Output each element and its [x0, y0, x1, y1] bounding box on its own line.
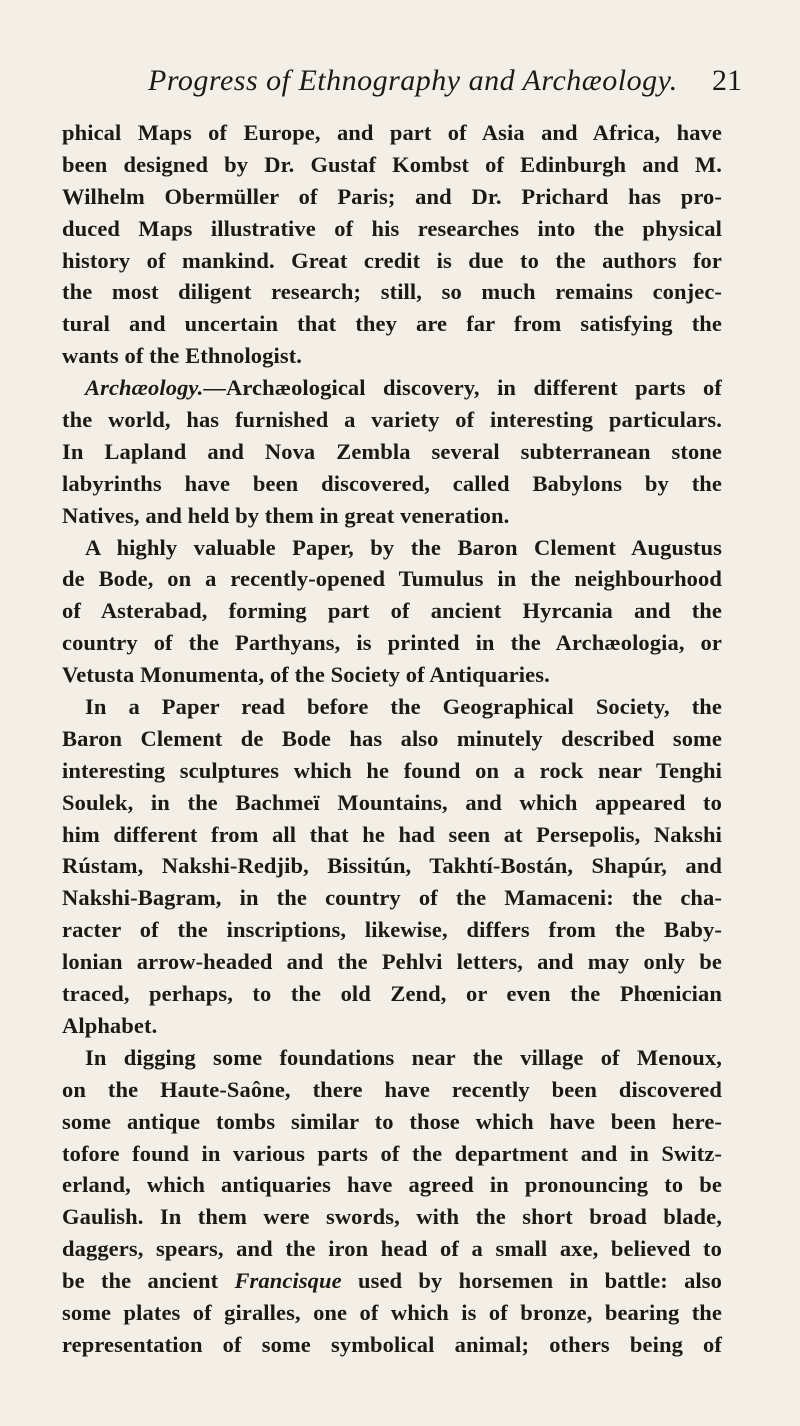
text-line: Baron Clement de Bode has also minutely described some: [62, 725, 722, 751]
text-line: In Lapland and Nova Zembla several subterranean stone: [62, 438, 722, 464]
text-line: Nakshi-Bagram, in the country of the Mamaceni: the cha-: [62, 885, 722, 911]
section-heading: Archæology.: [85, 375, 204, 401]
text-line: daggers, spears, and the iron head of a small axe, believed to: [62, 1236, 722, 1262]
text-line: of Asterabad, forming part of ancient Hyrcania and the: [62, 598, 722, 624]
text-line: history of mankind. Great credit is due to the authors for: [62, 247, 722, 273]
text-line: tural and uncertain that they are far from satisfying the: [62, 311, 722, 337]
text-line: interesting sculptures which he found on a rock near Tenghi: [62, 757, 722, 783]
section-heading-line: Archæology.—Archæological discovery, in different parts of: [85, 375, 722, 401]
text-line: phical Maps of Europe, and part of Asia and Africa, have: [62, 120, 722, 145]
text-line: some antique tombs similar to those which have been here-: [62, 1108, 722, 1134]
text-line: Gaulish. In them were swords, with the short broad blade,: [62, 1204, 722, 1230]
italic-term: Francisque: [234, 1268, 342, 1294]
text-line: representation of some symbolical animal; others being of: [62, 1331, 722, 1357]
body-text: [62, 117, 722, 1361]
page-number: 21: [712, 64, 742, 97]
text-line: labyrinths have been discovered, called Babylons by the: [62, 470, 722, 496]
text-line: country of the Parthyans, is printed in the Archæologia, or: [62, 630, 722, 656]
running-header: [148, 64, 742, 104]
text-line: racter of the inscriptions, likewise, differs from the Baby-: [62, 917, 722, 943]
text-line: tofore found in various parts of the department and in Switz-: [62, 1140, 722, 1166]
text-line: In digging some foundations near the village of Menoux,: [85, 1044, 722, 1070]
text-line: duced Maps illustrative of his researches into the physical: [62, 215, 722, 241]
text-line: Natives, and held by them in great veneration.: [62, 502, 510, 528]
text-line: Alphabet.: [62, 1012, 158, 1038]
text-line: wants of the Ethnologist.: [62, 343, 303, 369]
text-line: some plates of giralles, one of which is of bronze, bearing the: [62, 1299, 722, 1325]
text-line: be the ancient Francisque used by horsemen in battle: also: [62, 1268, 722, 1294]
text-line: on the Haute-Saône, there have recently been discovered: [62, 1076, 722, 1102]
text-line: him different from all that he had seen at Persepolis, Nakshi: [62, 821, 722, 847]
text-line: been designed by Dr. Gustaf Kombst of Edinburgh and M.: [62, 151, 722, 177]
text-line: Rústam, Nakshi-Redjib, Bissitún, Takhtí-Bostán, Shapúr, and: [62, 853, 722, 879]
text-line: the world, has furnished a variety of interesting particulars.: [62, 407, 722, 433]
text-line: the most diligent research; still, so much remains conjec-: [62, 279, 722, 305]
text-line: In a Paper read before the Geographical Society, the: [85, 694, 722, 720]
text-line: de Bode, on a recently-opened Tumulus in the neighbourhood: [62, 566, 722, 592]
running-title: Progress of Ethnography and Archæology.: [148, 64, 678, 97]
text-line: lonian arrow-headed and the Pehlvi letters, and may only be: [62, 949, 722, 975]
text-line: Soulek, in the Bachmeï Mountains, and which appeared to: [62, 789, 722, 815]
text-line: Vetusta Monumenta, of the Society of Antiquaries.: [62, 662, 550, 688]
text-line: A highly valuable Paper, by the Baron Clement Augustus: [85, 534, 722, 560]
text-line: Wilhelm Obermüller of Paris; and Dr. Prichard has pro-: [62, 183, 722, 209]
text-line: traced, perhaps, to the old Zend, or even the Phœnician: [62, 981, 722, 1007]
text-line: erland, which antiquaries have agreed in pronouncing to be: [62, 1172, 722, 1198]
